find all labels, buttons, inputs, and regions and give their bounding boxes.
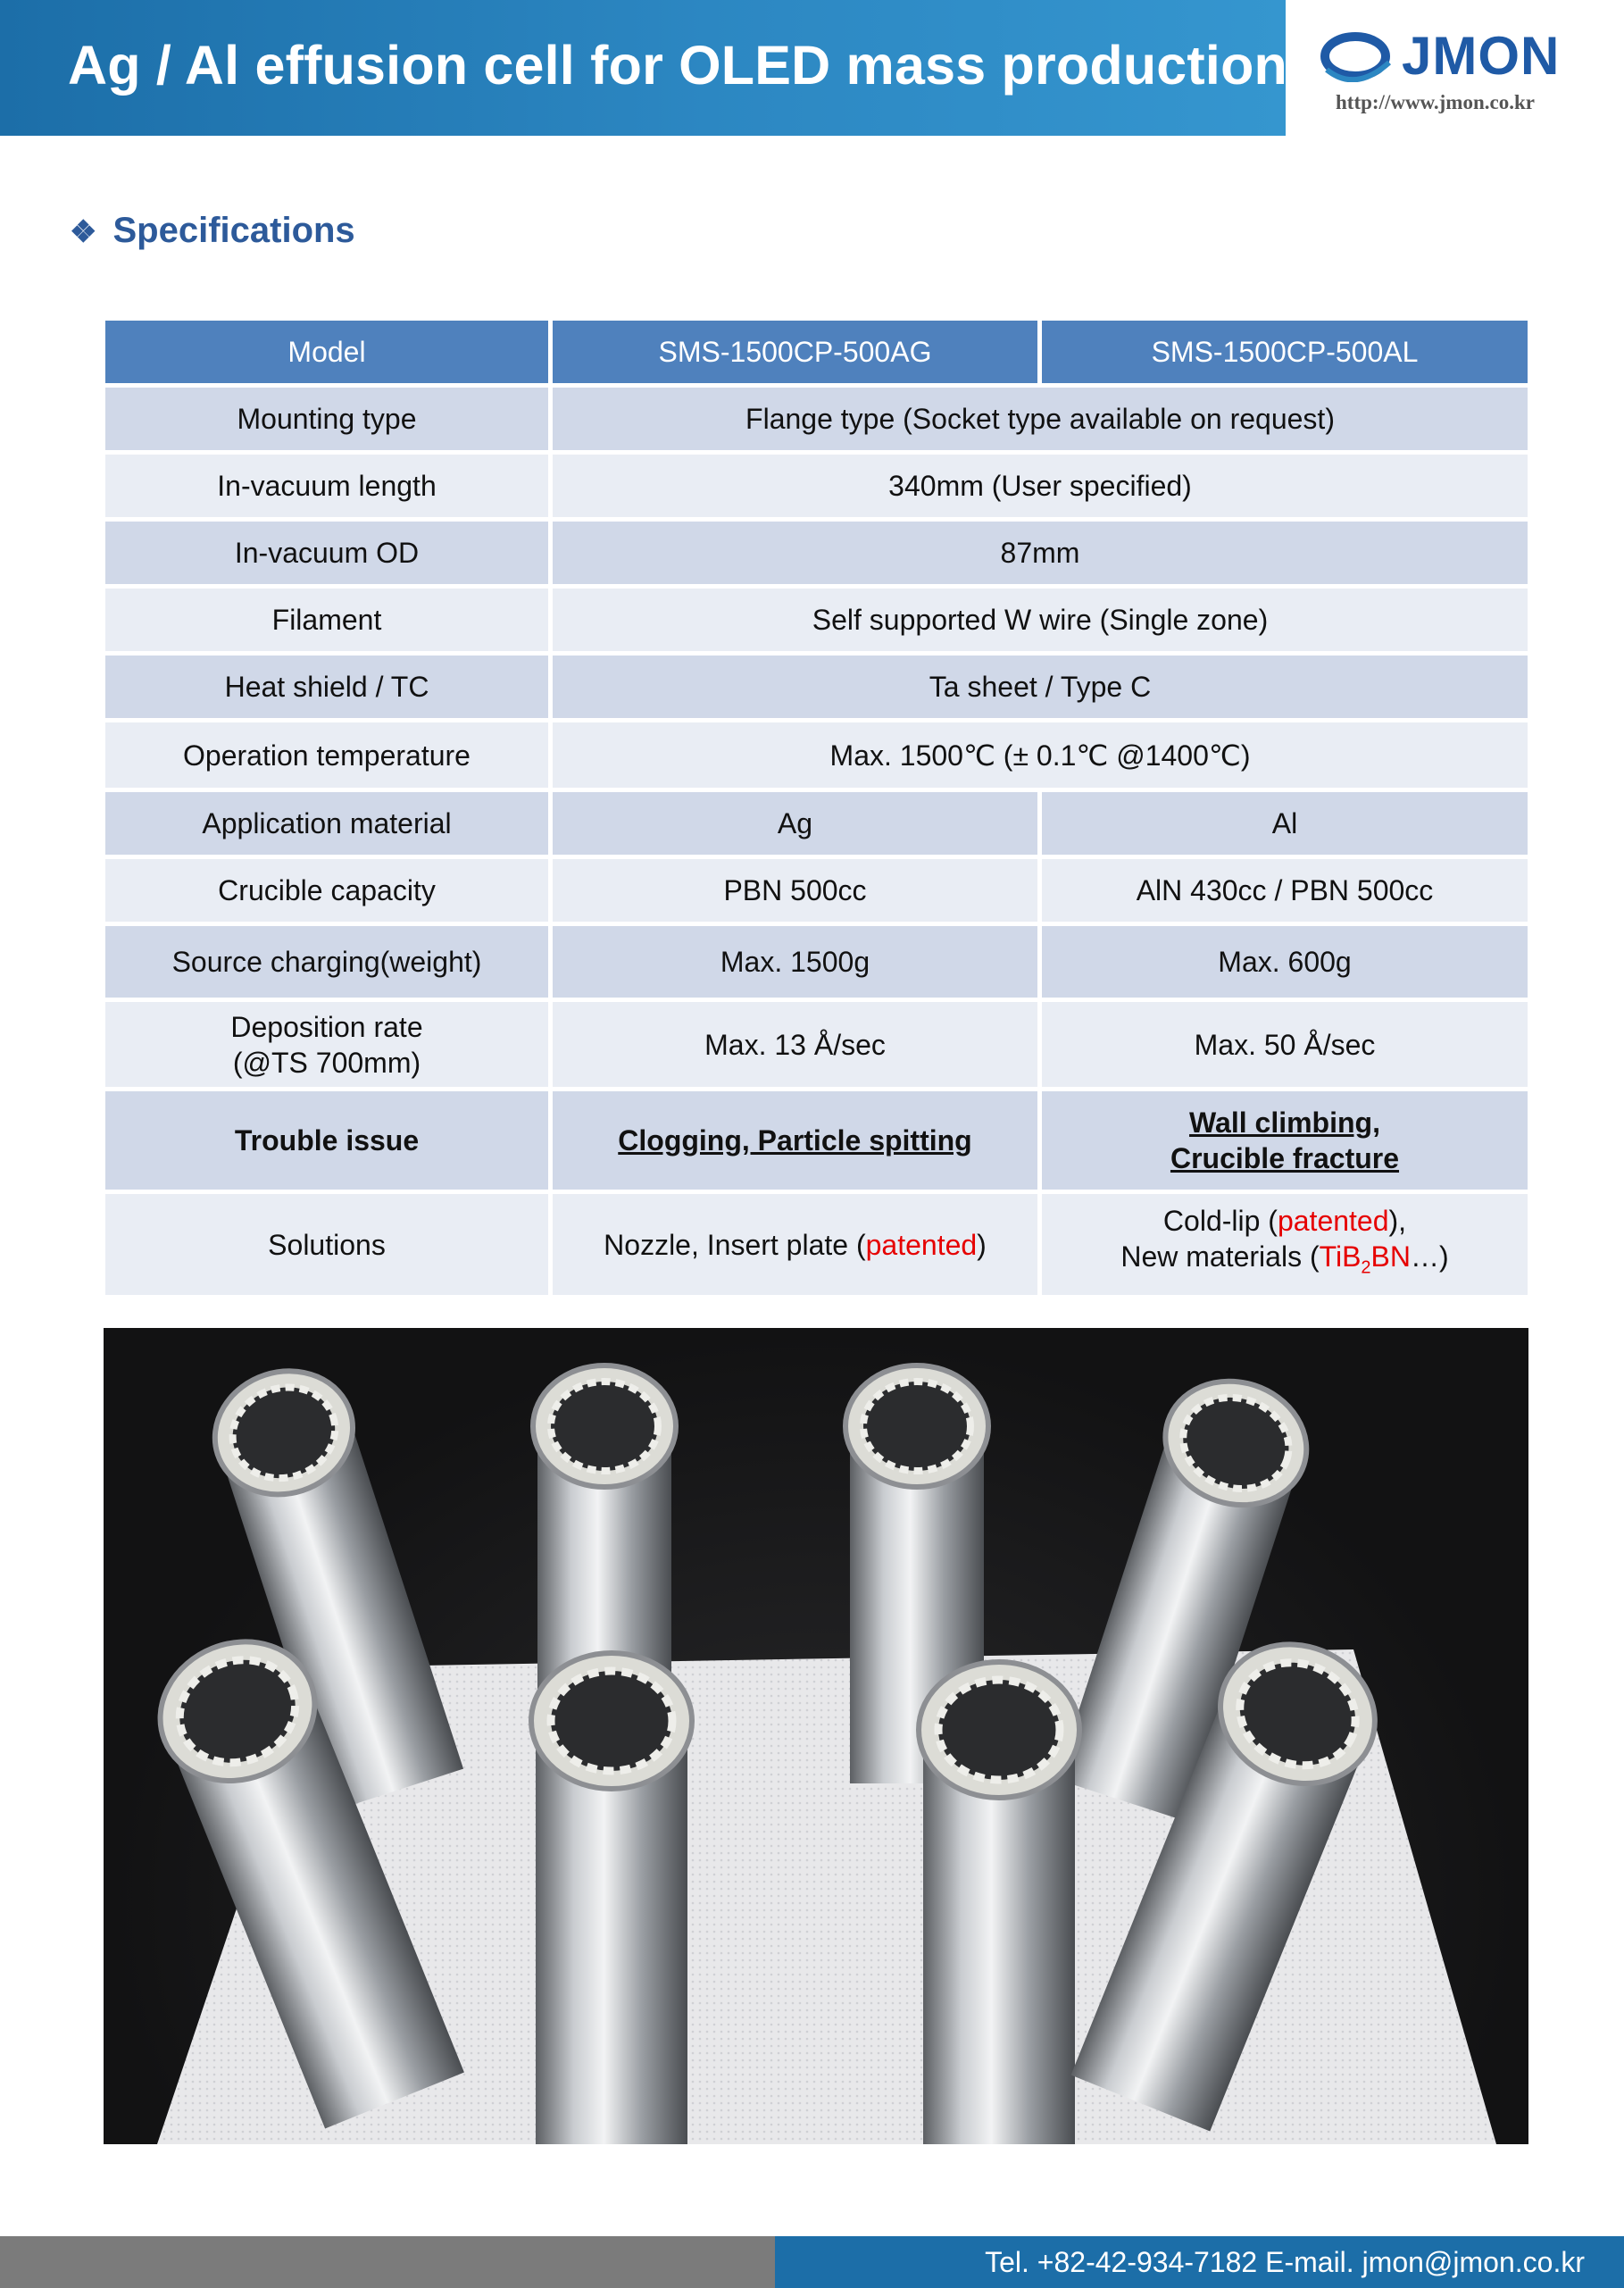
patented-label: patented [1277, 1205, 1389, 1238]
row-value-ag: PBN 500cc [551, 857, 1040, 924]
table-row [104, 857, 1530, 924]
row-label-line: Deposition rate [230, 1010, 423, 1043]
row-value-ag: Ag [551, 790, 1040, 857]
row-value: Flange type (Socket type available on request) [551, 386, 1530, 453]
logo-wordmark: JMON [1402, 26, 1561, 86]
section-heading-text: Specifications [112, 211, 355, 250]
product-photo [104, 1328, 1528, 2144]
row-value-ag: Max. 13 Å/sec [551, 1000, 1040, 1090]
row-value: Self supported W wire (Single zone) [551, 587, 1530, 654]
row-label: Source charging(weight) [104, 924, 551, 1000]
header-cell-model-ag: SMS-1500CP-500AG [551, 319, 1040, 386]
table-row [104, 654, 1530, 721]
row-value: Max. 1500℃ (± 0.1℃ @1400℃) [551, 721, 1530, 790]
row-value: Ta sheet / Type C [551, 654, 1530, 721]
trouble-al-line: Crucible fracture [1170, 1142, 1400, 1174]
table-row [104, 924, 1530, 1000]
table-row [104, 520, 1530, 587]
row-label: Operation temperature [104, 721, 551, 790]
row-label: Crucible capacity [104, 857, 551, 924]
table-row [104, 721, 1530, 790]
patented-label: patented [865, 1228, 978, 1261]
row-value: 87mm [551, 520, 1530, 587]
section-heading [70, 211, 355, 251]
row-label-line: (@TS 700mm) [232, 1046, 421, 1079]
row-label: Filament [104, 587, 551, 654]
solution-text: ) [977, 1228, 987, 1261]
row-label: Application material [104, 790, 551, 857]
row-value-al: Max. 600g [1040, 924, 1530, 1000]
solution-text: New materials ( [1120, 1240, 1320, 1273]
diamond-bullet-icon: ❖ [70, 215, 97, 249]
specifications-table [101, 316, 1532, 1299]
crucibles-illustration [104, 1328, 1528, 2144]
table-row [104, 453, 1530, 520]
trouble-ag-text: Clogging, Particle spitting [618, 1124, 972, 1157]
row-label [104, 1000, 551, 1090]
row-value-ag [551, 1090, 1040, 1192]
company-logo [1320, 25, 1587, 123]
material-subscript: 2 [1361, 1257, 1371, 1278]
solution-text: ), [1388, 1205, 1407, 1238]
table-row [104, 386, 1530, 453]
table-row [104, 790, 1530, 857]
solution-text: Cold-lip ( [1162, 1205, 1278, 1238]
table-row [104, 1090, 1530, 1192]
footer-contact-info: Tel. +82-42-934-7182 E-mail. jmon@jmon.co.kr [985, 2246, 1585, 2278]
row-value-al [1040, 1090, 1530, 1192]
row-label: Heat shield / TC [104, 654, 551, 721]
header-banner [0, 0, 1286, 136]
page-title: Ag / Al effusion cell for OLED mass production [68, 35, 1288, 96]
solution-text: Nozzle, Insert plate ( [604, 1228, 866, 1261]
row-value-al: Max. 50 Å/sec [1040, 1000, 1530, 1090]
row-value-ag: Max. 1500g [551, 924, 1040, 1000]
crucible-front-3 [919, 1662, 1079, 2144]
row-label: Trouble issue [104, 1090, 551, 1192]
row-label: Mounting type [104, 386, 551, 453]
jmon-logo-mark [1320, 30, 1396, 82]
row-label: In-vacuum length [104, 453, 551, 520]
row-label: Solutions [104, 1192, 551, 1298]
row-value-ag [551, 1192, 1040, 1298]
footer-gray-bar [0, 2236, 775, 2288]
website-url[interactable]: http://www.jmon.co.kr [1336, 91, 1535, 113]
row-value-al: AlN 430cc / PBN 500cc [1040, 857, 1530, 924]
row-value-al [1040, 1192, 1530, 1298]
table-row [104, 1192, 1530, 1298]
row-value-al: Al [1040, 790, 1530, 857]
header-cell-model: Model [104, 319, 551, 386]
material-name: BN [1370, 1240, 1411, 1273]
header-cell-model-al: SMS-1500CP-500AL [1040, 319, 1530, 386]
table-row [104, 1000, 1530, 1090]
row-value: 340mm (User specified) [551, 453, 1530, 520]
solution-text: …) [1411, 1240, 1449, 1273]
row-label: In-vacuum OD [104, 520, 551, 587]
table-row [104, 587, 1530, 654]
material-name: TiB [1319, 1240, 1362, 1273]
trouble-al-line: Wall climbing, [1189, 1106, 1380, 1139]
crucible-front-2 [531, 1653, 692, 2144]
table-header-row [104, 319, 1530, 386]
